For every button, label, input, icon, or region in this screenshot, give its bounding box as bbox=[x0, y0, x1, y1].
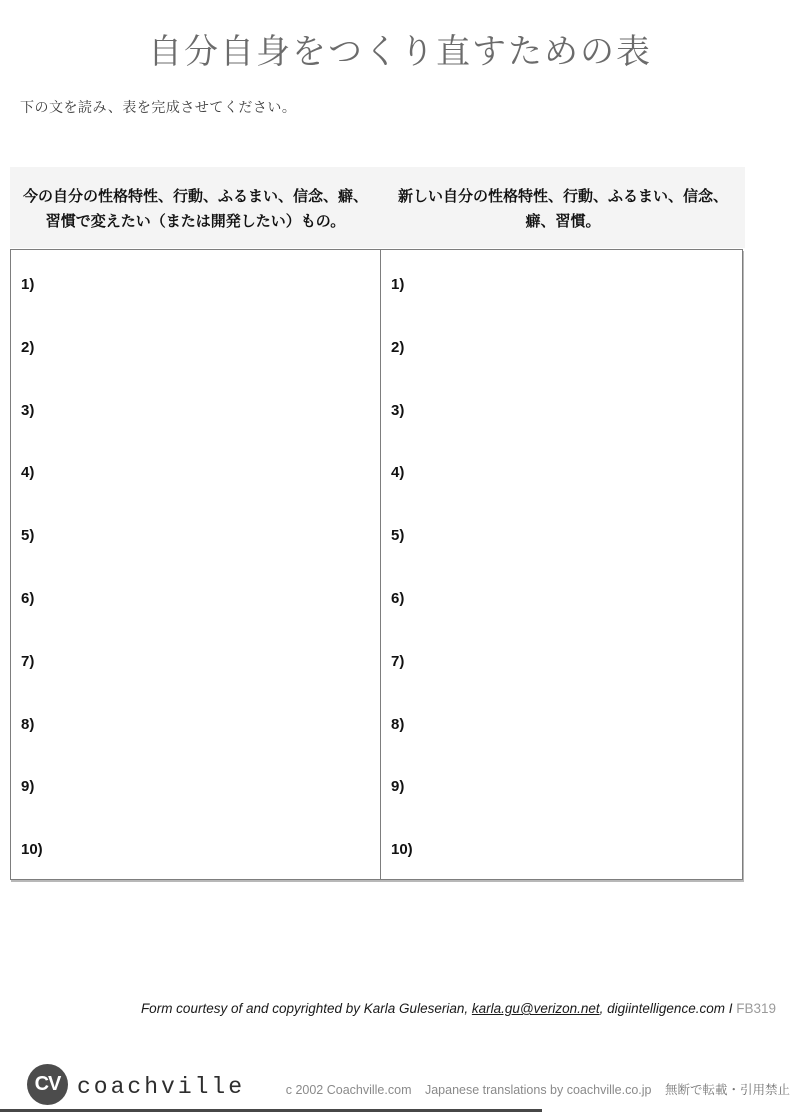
credit-notice: 無断で転載・引用禁止 bbox=[664, 1083, 790, 1097]
row-number-label: 6) bbox=[391, 589, 405, 607]
row-number-label: 5) bbox=[391, 527, 405, 545]
column-new-self-rows bbox=[381, 250, 742, 879]
coachville-logo-icon bbox=[27, 1064, 68, 1105]
copyright-text-before: Form courtesy of and copyrighted by Karla Guleserian, bbox=[140, 1001, 472, 1016]
copyright-line bbox=[141, 1001, 776, 1016]
row-number-label: 8) bbox=[391, 715, 405, 733]
table-header-band bbox=[10, 167, 745, 248]
row-number-label: 1) bbox=[21, 276, 35, 293]
row-number-label: 6) bbox=[21, 589, 35, 607]
row-number-label: 3) bbox=[21, 401, 35, 419]
row-number-label: 1) bbox=[391, 276, 405, 293]
row-number-label: 2) bbox=[21, 338, 35, 356]
row-number-label: 9) bbox=[21, 778, 35, 796]
page-title: 自分自身をつくり直すための表 bbox=[148, 33, 652, 71]
footer-credits bbox=[286, 1080, 790, 1098]
row-number-label: 8) bbox=[21, 715, 35, 733]
row-number-label: 4) bbox=[391, 464, 405, 482]
row-number-label: 4) bbox=[21, 464, 35, 482]
row-number-label: 9) bbox=[391, 778, 405, 796]
form-code: FB319 bbox=[736, 1001, 776, 1016]
row-number-label: 10) bbox=[391, 841, 413, 859]
row-number-label: 7) bbox=[21, 652, 35, 670]
credit-copyright: c 2002 Coachville.com bbox=[285, 1083, 412, 1097]
column-header-new-self: 新しい自分の性格特性、行動、ふるまい、信念、癖、習慣。 bbox=[397, 187, 728, 230]
column-header-current-self: 今の自分の性格特性、行動、ふるまい、信念、癖、習慣で変えたい（または開発したい）もの。 bbox=[22, 187, 368, 230]
instruction-text: 下の文を読み、表を完成させてください。 bbox=[20, 99, 297, 115]
email-link[interactable]: karla.gu@verizon.net bbox=[471, 1001, 600, 1016]
credit-translation: Japanese translations by coachville.co.jp bbox=[424, 1083, 652, 1097]
row-number-label: 10) bbox=[21, 841, 43, 859]
row-number-label: 7) bbox=[391, 652, 405, 670]
row-number-label: 5) bbox=[21, 527, 35, 545]
column-current-self-rows bbox=[11, 250, 381, 879]
worksheet-table bbox=[10, 249, 743, 880]
row-number-label: 2) bbox=[391, 338, 405, 356]
copyright-text-after: , digiintelligence.com I bbox=[599, 1001, 737, 1016]
coachville-wordmark: coachville bbox=[77, 1074, 246, 1100]
row-number-label: 3) bbox=[391, 401, 405, 419]
logo-initials: CV bbox=[34, 1073, 61, 1095]
